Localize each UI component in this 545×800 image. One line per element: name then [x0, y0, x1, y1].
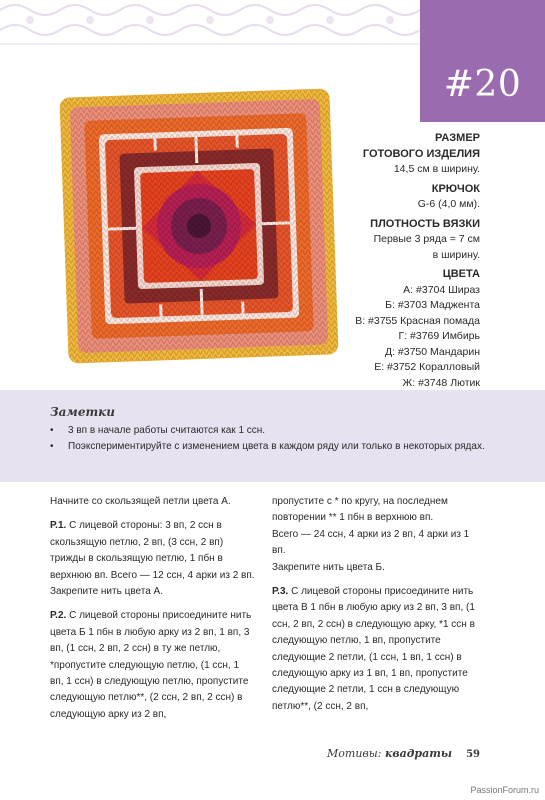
pattern-number: #20 — [443, 64, 522, 105]
row-1-text: С лицевой стороны: 3 вп, 2 ссн в скользящую петлю, 2 вп, (3 ссн, 2 вп) трижды в скользящую петлю, 1 пбн в верхнюю вп. Всего — 12 ссн, 4 арки из 2 вп. Закрепите нить цвета А. — [50, 520, 255, 598]
color-item: А: #3704 Шираз — [403, 283, 480, 296]
row-1-label: Р.1. — [50, 520, 67, 532]
gauge-value: Первые 3 ряда = 7 см — [373, 233, 480, 245]
footer-section — [327, 747, 480, 760]
page-footer — [0, 747, 545, 767]
hook-heading: КРЮЧОК — [431, 182, 480, 195]
size-heading-line2: ГОТОВОГО ИЗДЕЛИЯ — [362, 147, 480, 160]
pattern-number-tag — [420, 0, 545, 122]
size-heading: РАЗМЕР — [434, 132, 480, 144]
color-item: Б: #3703 Маджента — [385, 299, 480, 311]
row-2-total: Всего — 24 ссн, 4 арки из 2 вп, 4 арки из 1 вп. — [272, 528, 470, 557]
row-1-instructions — [50, 518, 255, 600]
row-2-close: Закрепите нить цвета Б. — [272, 561, 385, 573]
instructions-column-right — [272, 494, 477, 723]
color-item: Г: #3769 Имбирь — [398, 330, 480, 342]
note-item: • 3 вп в начале работы считаются как 1 ссн. — [50, 423, 490, 439]
color-item: Д: #3750 Мандарин — [384, 345, 480, 358]
row-2-continuation: пропустите с * по кругу, на последнем повторении ** 1 пбн в верхнюю вп. — [272, 496, 448, 524]
row-3-label: Р.3. — [272, 586, 289, 598]
page-number: 59 — [466, 749, 480, 760]
color-item: В: #3755 Красная помада — [355, 314, 480, 327]
watermark: PassionForum.ru — [470, 785, 539, 795]
hook-value: G-6 (4,0 мм). — [417, 198, 480, 210]
row-2-instructions — [50, 608, 255, 723]
intro-text: Начните со скользящей петли цвета А. — [50, 496, 231, 507]
row-2-text: С лицевой стороны присоедините нить цвета Б 1 пбн в любую арку из 2 вп, 1 вп, 3 вп, (1 ссн, 2 вп, 2 ссн) в ту же петлю, *пропустите следующую петлю, (1 ссн, 1 вп, 1 ссн) в следующую петлю, пропустите следующую петлю**, (2 ссн, 2 вп, 2 ссн) в следующую арку из 2 вп, — [50, 610, 252, 720]
notes-list — [50, 423, 490, 455]
row-2-label: Р.2. — [50, 610, 67, 622]
pattern-specifications — [260, 131, 480, 391]
instructions-column-left — [50, 494, 255, 731]
note-item: • Поэкспериментируйте с изменением цвета в каждом ряду или только в некоторых рядах. — [50, 439, 490, 455]
row-3-instructions — [272, 584, 477, 715]
gauge-heading: ПЛОТНОСТЬ ВЯЗКИ — [370, 217, 480, 230]
size-value: 14,5 см в ширину. — [393, 163, 480, 175]
row-3-text: С лицевой стороны присоедините нить цвета В 1 пбн в любую арку из 2 вп, 3 вп, (1 ссн, 2 вп, 2 ссн) в следующую арку, *1 ссн в следующую петлю, 1 вп, пропустите следующие 2 петли, (1 ссн, 1 вп, 1 ссн) в следующую арку из 1 вп, 1 вп, пропустите следующие 2 петли, 1 ссн в следующую петлю**, (2 ссн, 2 вп, — [272, 586, 475, 712]
footer-section-label: Мотивы: — [327, 747, 385, 760]
decorative-ornament-border — [0, 0, 420, 48]
footer-section-name: квадраты — [384, 747, 453, 760]
color-item: Ж: #3748 Лютик — [402, 376, 480, 389]
gauge-value-line2: в ширину. — [432, 248, 480, 261]
colors-heading: ЦВЕТА — [442, 268, 480, 280]
notes-title: Заметки — [50, 405, 116, 419]
color-item: Е: #3752 Коралловый — [374, 361, 480, 373]
